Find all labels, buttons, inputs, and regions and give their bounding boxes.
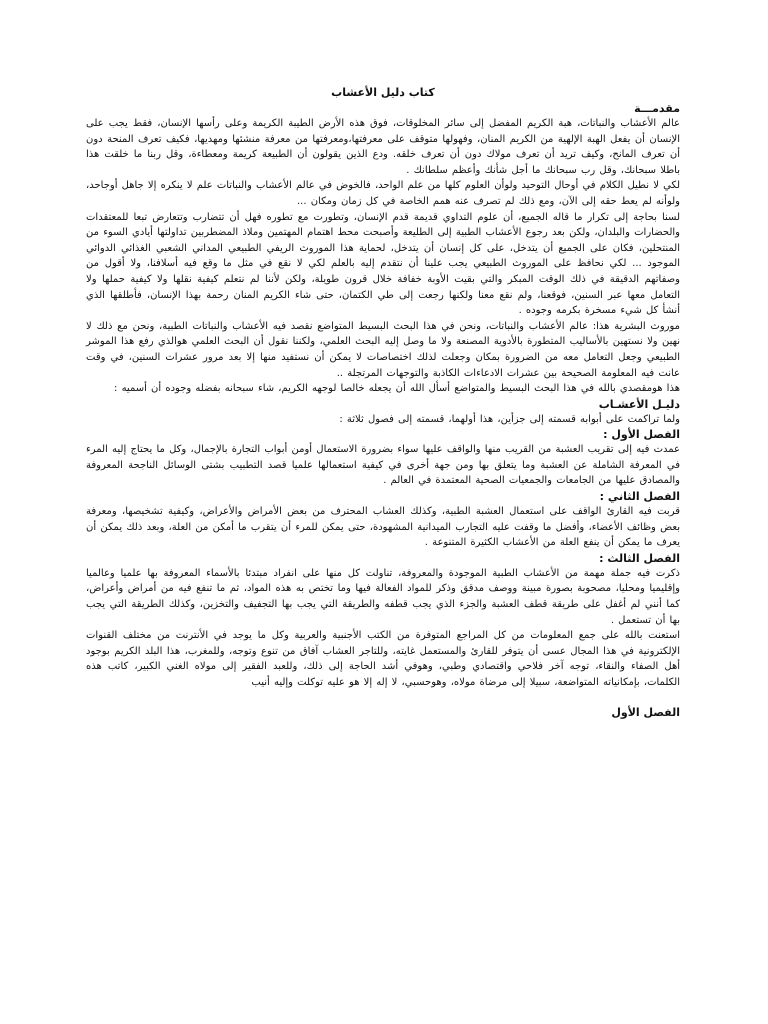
intro-paragraph-4: موروث البشرية هذا: عالم الأعشاب والنباتات، ونحن في هذا البحث البسيط المتواضع نقصد فيه الأعشاب والنباتات الطبية، ونحن مع ذلك لا نهين ولا نستهين بالأساليب المتطورة بالأدوية المصنعة ولا ما وصل إليه البحث العلمي، ولكننا نقول أن البحث العلمي هوالذي رفع هذا الموشر الطبيعي وجعل التعامل معه من الضرورة بمكان وجعلت لذلك اختصاصات لا يمكن أن نستفيد منها إلا بعد مرور عشرات السنين، في وقت عانت فيه المعلومة الصحيحة بين عشرات الادعاءات الكاذبة والتوجهات المرتجلة .. [86,320,680,379]
section-2-heading: الفصل الثاني : [599,490,680,504]
document-title: كتاب دليل الأعشاب [331,86,435,99]
guide-heading: دليـل الأعشـاب [598,397,680,411]
intro-paragraph-2: لكي لا نطيل الكلام في أوحال التوحيد ولوأن العلوم كلها من علم الواحد، فالخوض في عالم الأعشاب والنباتات علم لا ينكره إلا جاهل أوجاحد، ولوأنه لم يعط حقه إلى الآن، ومع ذلك لم تصرف عنه همم الخاصة في كل زمان ومكان ... [85,180,680,207]
intro-paragraph-3: لسنا بحاجة إلى تكرار ما قاله الجميع، أن علوم التداوي قديمة قدم الإنسان، وتطورت مع تطوره فهل أن تتضارب وتتعارض تبعا للمعتقدات والحضارات والبلدان، ولكن بعد رجوع الأعشاب الطبية إلى الطليعة وأصبحت محط اهتمام المهتمين وملاذ المضطربين تداولتها أيادي السوء من المنتحلين، فكان على الجميع أن يتدخل، على كل إنسان أن يتدخل، لحماية هذا الموروث الريفي الطبيعي المداني الشعبي الغذائي الدوائي الموجود ... لكي نحافظ على الموروث الطبيعي يجب علينا أن نتقدم إليه بالعلم لكي لا نقع في مثل ما وقع فيه أسلافنا، ولا أقول من وصفاتهم الدقيقة في ذلك الوقت المبكر والتي بقيت الأوبة خفافة خلال قرون طويلة، ولكن لأننا لم نتعلم كيفية نقلها ولا كيفية حملها ولا التعامل معها عبر السنين، فوقعنا، ولم نقع معنا ولكنها رجعت إلى طي الكتمان، حتى شاء الكريم المنان رحمة بهذا الإنسان، فأطلقها الذي أنشأ كل شيء مسخرة بكرمه وجوده . [86,211,680,317]
intro-paragraph-5: هذا هومقصدي بالله في هذا البحث البسيط والمتواضع أسأل الله أن يجعله خالصا لوجهه الكريم، شاء سبحانه بفضله وجوده أن أسميه : [114,383,680,395]
intro-paragraph-1: عالم الأعشاب والنباتات، هبة الكريم المفضل إلى سائر المخلوقات، فوق هذه الأرض الطيبة الكريمة وعلى رأسها الإنسان، فقط يجب على الإنسان أن يفعل الهبة الإلهية من الكريم المنان، وفهولها متوقف على معرفتها،ومعرفتها من معرفة منشئها ومهديها، فكيف تعرف المنحة دون أن تعرف المانح، وكيف تريد أن تعرف مولاك دون أن تعرف خلقه. ودع الذين يقولون أن الطبيعة كريمة ومعطاءة، وقل ربنا ما خلقت هذا باطلا سبحانك، وقل رب سبحانك ما أجل شأنك وأعظم سلطانك . [86,118,680,176]
closing-paragraph: استعنت بالله على جمع المعلومات من كل المراجع المتوفرة من الكتب الأجنبية والعربية وكل ما يوجد في الأنترنت من مختلف القنوات الإلكترونية في هذا المجال عسى أن يتوفر للقارئ والمستعمل غايته، وللتاجر العشاب آفاق من تنوع وتوجه، وللمغرب، هذا البلد الكريم بوجود أهل الصفاء والنقاء، توجه آخر فلاحي واقتصادي وطبي، وهوفي أشد الحاجة إلى ذلك، وللعبد الفقير إلى مولاه الغني الكبير، كاتب هذه الكلمات، بإمكانياته المتواضعة، سبيلا إلى مرضاة مولاه، وهوحسبي، لا إله إلا هو عليه توكلت وإليه أنيب [86,630,680,688]
guide-intro: ولما تراكمت على أبوابه قسمته إلى جزأين، هذا أولهما، قسمته إلى فصول ثلاثة : [339,413,680,425]
intro-heading: مقدمـــة [634,102,680,115]
next-chapter-heading: الفصل الأول [611,705,680,719]
section-2-text: قربت فيه القارئ الواقف على استعمال العشبة الطبية، وكذلك العشاب المحترف من بعض الأمراض والأعراض، وكيفية تشخيصها، ومعرفة بعض وظائف الأعضاء، وأفضل ما وقفت عليه التجارب الميدانية المشهودة، حتى يمكن للمرء أن يتقرب ما أمكن من العلة، وبعد ذلك يمكن أن يعرف ما يمكن أن ينفع العلة من الأعشاب الكثيرة المتنوعة . [86,506,680,549]
section-3-text: ذكرت فيه جملة مهمة من الأعشاب الطبية الموجودة والمعروفة، تناولت كل منها على انفراد مبتدئا بالأسماء المعروفة بها علميا وعالميا وإقليميا ومحليا، مصحوبة بصورة مبينة ووصف مدقق وذكر للمواد الفعالة فيها وما تختص به هذه المواد، ثم ما تنفع فيه من أمراض وأعراض، كما أنني لم أغفل على طريقة قطف العشبة والجزء الذي يجب قطفه والطريقة التي يجب بها التجفيف والتخزين، وكذلك الطريقة التي يجب بها أن تستعمل . [86,567,680,626]
section-1-text: عمدت فيه إلى تقريب العشبة من القريب منها والواقف عليها سواء بضرورة الاستعمال أومن أبواب التجارة بالإجمال، وكل ما يحتاج إليه المرء في المعرفة الشاملة عن العشبة وما يتعلق بها ومن جهة أخرى في كيفية استعمالها علميا قصد التطبيب بشتى الوسائل الناجحة المعروفة والمصادق عليها من الجامعات والجمعيات الصحية المعتمدة في العالم . [86,444,680,487]
spacer [86,691,680,705]
section-3-heading: الفصل الثالث : [599,551,680,565]
section-1-heading: الفصل الأول : [603,428,680,442]
